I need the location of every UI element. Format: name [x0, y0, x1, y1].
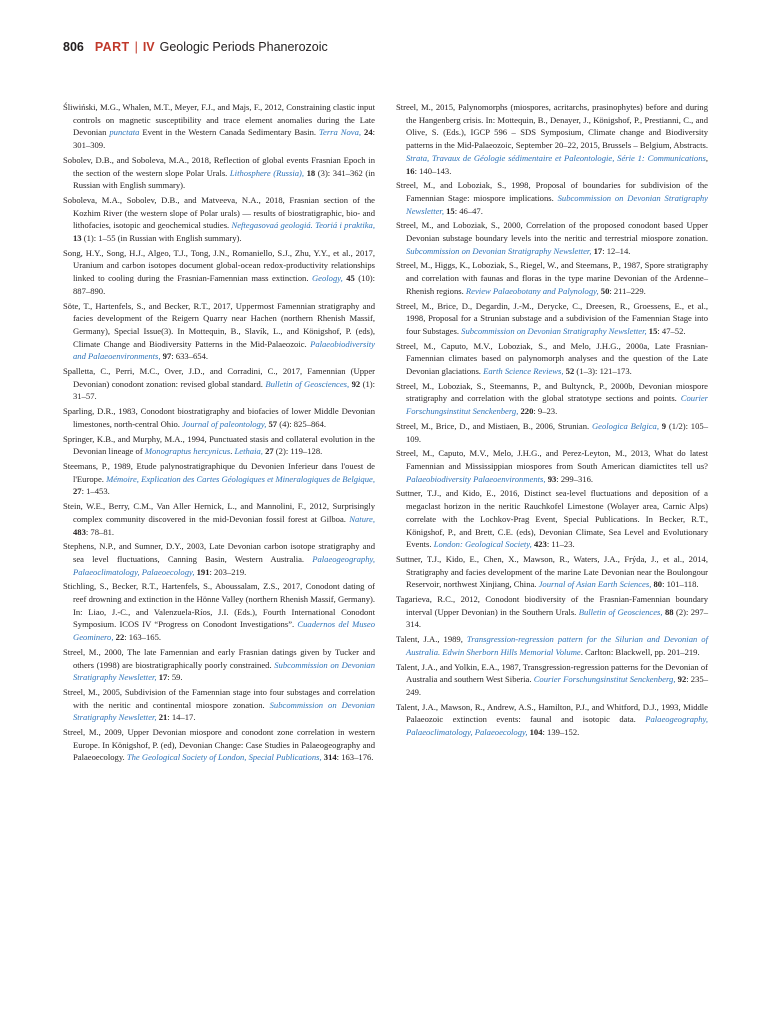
reference-punct: , — [111, 632, 116, 643]
volume-number: 191 — [196, 566, 210, 577]
reference-entry — [63, 300, 375, 364]
journal-link[interactable]: Subcommission on Devonian Stratigraphy Newsletter — [73, 699, 375, 723]
reference-punct: , — [264, 418, 269, 429]
volume-number: 17 — [593, 245, 603, 256]
reference-entry — [63, 540, 375, 578]
reference-text: Stephens, N.P., and Sumner, D.Y., 2003, Late Devonian carbon isotope stratigraphy and sea level fluctuations, Canning Basin, Western Australia. — [63, 541, 375, 564]
page-range: : 301–309. — [73, 127, 375, 151]
reference-entry — [396, 701, 708, 739]
journal-link[interactable]: Journal of paleontology — [182, 418, 265, 429]
journal-link[interactable]: Nature — [349, 513, 373, 524]
reference-entry — [63, 460, 375, 498]
page-range: : 46–47. — [454, 205, 483, 216]
reference-punct: , — [154, 712, 159, 723]
reference-text: Suttner, T.J., Kido, E., Chen, X., Mawson, R., Waters, J.A., Frýda, J., et al., 2014, Stratigraphy and facies development of the marine Late Devonian near the Boulongour Reservoir, northwest Xinjiang, China. — [396, 553, 708, 590]
reference-punct: , — [260, 446, 266, 457]
reference-text-cont: . — [230, 446, 235, 457]
reference-italic: punctata — [109, 127, 140, 138]
reference-punct: , — [372, 513, 375, 524]
reference-entry — [396, 661, 708, 699]
reference-punct: , — [525, 727, 530, 738]
journal-link[interactable]: Courier Forschungsinstitut Senckenberg — [533, 674, 674, 685]
reference-text: Streel, M., and Loboziak, S., 1998, Proposal of boundaries for subdivision of the Famennian Stage: miospore implications. — [396, 180, 708, 203]
reference-entry — [63, 194, 375, 245]
page-range: : 211–229. — [609, 285, 646, 296]
reference-text: Streel, M., Caputo, M.V., Melo, J.H.G., and Perez-Leyton, M., 2013, What do latest Famennian and Mississippian miospores from South American diamictites tell us? — [396, 448, 708, 471]
page-range: : 14–17. — [167, 712, 196, 723]
volume-number: 80 — [653, 579, 663, 590]
volume-number: 17 — [158, 672, 168, 683]
page-range: : 140–143. — [414, 165, 452, 176]
reference-entry — [396, 633, 708, 658]
reference-punct: , — [529, 539, 534, 550]
reference-text: Talent, J.A., and Yolkin, E.A., 1987, Transgression-regression patterns for the Devonian of Australia and southern West Siberia. — [396, 661, 708, 685]
journal-link[interactable]: Neftegasovaá geologiá. Teoriá i praktika — [231, 220, 373, 231]
reference-text: Sparling, D.R., 1983, Conodont biostratigraphy and biofacies of lower Middle Devonian limestones, north-central Ohio. — [63, 406, 375, 429]
journal-link[interactable]: Palaeogeography, Palaeoclimatology, Palaeoecology — [406, 714, 708, 738]
volume-number: 423 — [533, 539, 547, 550]
volume-number: 16 — [406, 165, 415, 176]
reference-entry — [63, 726, 375, 764]
volume-number: 104 — [529, 727, 543, 738]
reference-text: Streel, M., 2005, Subdivision of the Famennian stage into four substages and correlation with the neritic and continental miospore zonation. — [63, 686, 375, 710]
journal-link[interactable]: Palaeogeography, Palaeoclimatology, Palaeoecology — [73, 553, 375, 577]
reference-text: Streel, M., Loboziak, S., Steemanns, P., and Bultynck, P., 2000b, Devonian miospore stratigraphy and correlation with the global stratotype sections and points. — [396, 380, 708, 404]
volume-number: 93 — [547, 473, 557, 484]
journal-link[interactable]: Subcommission on Devonian Stratigraphy Newsletter — [406, 192, 708, 216]
reference-entry — [396, 179, 708, 217]
reference-entry — [63, 646, 375, 684]
page-range: (3): 341–362 (in Russian with English summary). — [73, 167, 375, 191]
reference-punct: , — [660, 606, 665, 617]
reference-entry — [63, 405, 375, 430]
reference-text: Talent, J.A., Mawson, R., Andrew, A.S., Hamilton, P.J., and Whitford, D.J., 1993, Middle Palaeozoic extinction events: faunal and isotopic data. — [396, 701, 708, 725]
reference-text: Streel, M., 2009, Upper Devonian miospore and conodont zone correlation in western Europe. In Königshof, P. (ed), Devonian Change: Case Studies in Palaeogeography and Palaeoecology. — [63, 727, 375, 763]
volume-number: 21 — [158, 712, 168, 723]
volume-number: 9 — [661, 420, 667, 431]
volume-number: 97 — [162, 351, 172, 362]
reference-text: Śliwiński, M.G., Whalen, M.T., Meyer, F.J., and Majs, F., 2012, Constraining clastic input controls on magnetic susceptibility and trace element anomalies during the Late Devonian — [63, 102, 375, 138]
reference-entry — [396, 219, 708, 257]
reference-punct: , — [372, 220, 375, 231]
reference-text: Streel, M., 2000, The late Famennian and early Frasnian datings given by Tucker and others (1998) are biostratigraphically poorly constrained. — [63, 646, 375, 670]
page-range: (1–3): 121–173. — [574, 366, 632, 377]
reference-punct: , — [516, 406, 521, 417]
reference-punct: , — [340, 273, 347, 284]
page-range: : 163–165. — [124, 632, 162, 643]
page-range: : 163–176. — [336, 752, 374, 763]
reference-text: Suttner, T.J., and Kido, E., 2016, Distinct sea-level fluctuations and deposition of a megaclast horizon in the neritic Rauchkofel Limestone (Wolayer area, Carnic Alps) correlate with the Lochkov-Prag Event, Special Publications. In Becker, R.T., Königshof, P., and Brett, C.E. (eds), Devonian Climate, Sea Level and Evolutionary Events. — [396, 488, 708, 550]
reference-punct: , — [441, 205, 447, 216]
page-range: : 47–52. — [657, 325, 686, 336]
reference-entry — [396, 593, 708, 631]
reference-text-cont: . Carlton: Blackwell, pp. 201–219. — [580, 646, 700, 657]
volume-number: 13 — [73, 233, 82, 244]
running-header — [63, 40, 328, 60]
reference-punct: , — [301, 167, 307, 178]
volume-number: 314 — [323, 752, 337, 763]
journal-link[interactable]: Earth Science Reviews — [483, 366, 562, 377]
reference-text: Stein, W.E., Berry, C.M., Van Aller Hernick, L., and Mannolini, F., 2012, Surprisingly complex community discovered in the mid-Devonian fossil forest at Gilboa. — [63, 501, 375, 524]
page-range: : 203–219. — [209, 566, 247, 577]
reference-punct: , — [596, 285, 601, 296]
volume-number: 220 — [520, 406, 534, 417]
page-range: : 9–23. — [533, 406, 558, 417]
reference-entry — [396, 340, 708, 378]
page-range: : 633–654. — [171, 351, 209, 362]
reference-entry — [63, 365, 375, 403]
reference-text: Streel, M., and Loboziak, S., 2000, Correlation of the proposed conodont based Upper Devonian substage boundary levels into the neritic and terrestrial miospore zonation. — [396, 220, 708, 244]
journal-link[interactable]: Bulletin of Geosciences — [265, 378, 348, 389]
reference-text: Streel, M., Higgs, K., Loboziak, S., Riegel, W., and Steemans, P., 1987, Spore stratigraphy and correlation with faunas and floras in the type marine Devonian of the Ardenne–Rhenish regions. — [396, 260, 708, 296]
reference-italic: Strata, Travaux de Géologie sédimentaire et Paleontologie, Série 1: Communications — [406, 152, 706, 163]
references-column-right — [396, 101, 708, 741]
reference-text: Springer, K.B., and Murphy, M.A., 1994, Punctuated stasis and collateral evolution in the Devonian lineage of — [63, 433, 375, 457]
reference-entry — [396, 380, 708, 418]
reference-text: Spalletta, C., Perri, M.C., Over, J.D., and Corradini, C., 2017, Famennian (Upper Devonian) conodont zonation: revised global standard. — [63, 366, 375, 389]
volume-number: 483 — [73, 526, 86, 537]
volume-number: 88 — [664, 606, 674, 617]
header-separator: | — [134, 40, 138, 54]
page-range: : 11–23. — [546, 539, 575, 550]
reference-punct: , — [347, 378, 352, 389]
page-range: : 78–81. — [85, 526, 115, 537]
reference-punct: , — [644, 325, 649, 336]
reference-text: Streel, M., Brice, D., and Mistiaen, B., 2006, Strunian. — [396, 420, 592, 431]
journal-link[interactable]: Lethaia — [234, 446, 261, 457]
reference-entry — [396, 300, 708, 338]
reference-entry — [396, 420, 708, 445]
volume-number: 15 — [446, 205, 455, 216]
page-range: (10): 887–890. — [73, 273, 376, 296]
page-range: : 101–118. — [662, 579, 699, 590]
reference-entry — [396, 553, 708, 591]
reference-entry — [63, 247, 375, 298]
journal-link[interactable]: Subcommission on Devonian Stratigraphy Newsletter — [461, 325, 645, 336]
page-range: : 139–152. — [542, 727, 580, 738]
volume-number: 45 — [346, 273, 355, 284]
volume-number: 27 — [265, 446, 274, 457]
volume-number: 52 — [565, 366, 575, 377]
reference-punct: , — [589, 245, 594, 256]
reference-text: Sobolev, D.B., and Soboleva, M.A., 2018, Reflection of global events Frasnian Epoch in the section of the western slope Polar Urals. — [63, 154, 375, 178]
reference-entry — [396, 101, 708, 177]
volume-number: 57 — [268, 418, 278, 429]
reference-entry — [63, 500, 375, 538]
reference-punct: , — [358, 127, 365, 138]
journal-link[interactable]: Palaeobiodiversity Palaeoenvironments — [406, 473, 544, 484]
reference-text: Tagarieva, R.C., 2012, Conodont biodiversity of the Frasnian-Famennian boundary interval (Upper Devonian) in the Southern Urals. — [396, 594, 708, 617]
journal-link[interactable]: Review Palaeobotany and Palynology — [465, 285, 597, 296]
reference-text: Stichling, S., Becker, R.T., Hartenfels, S., Aboussalam, Z.S., 2017, Conodont dating of reef drowning and extinction in the Hönne Valley (northern Rhenish Massif, Germany). In: Liao, J.-C., and Valenzuela-Ríos, J.I. (Eds.), Fourth International Conodont Symposium. ICOS IV “Progress on Conodont Investigations”. — [63, 581, 375, 630]
part-number: IV — [142, 40, 155, 54]
part-label: PART — [94, 40, 130, 54]
journal-link[interactable]: Courier Forschungsinstitut Senckenberg — [406, 393, 708, 417]
page-range: : 235–249. — [406, 674, 708, 697]
journal-link[interactable]: Lithosphere (Russia) — [229, 167, 302, 178]
page-range: (1): 1–55 (in Russian with English summary). — [81, 233, 242, 244]
page-range: : 1–453. — [81, 486, 110, 497]
reference-entry — [396, 447, 708, 485]
reference-punct: , — [319, 752, 324, 763]
reference-entry — [63, 580, 375, 644]
journal-link[interactable]: Geologica Belgica — [591, 420, 657, 431]
volume-number: 27 — [73, 486, 82, 497]
reference-text: Talent, J.A., 1989, — [396, 634, 467, 645]
reference-entry — [63, 101, 375, 152]
reference-entry — [63, 154, 375, 192]
journal-link[interactable]: Subcommission on Devonian Stratigraphy Newsletter — [73, 659, 375, 683]
reference-punct: , — [656, 420, 662, 431]
page-range: : 12–14. — [602, 245, 631, 256]
reference-text: Streel, M., 2015, Palynomorphs (miospores, acritarchs, prasinophytes) before and during the Hangenberg crisis. In: Mottequin, B., Denayer, J., Königshof, P., Prestianni, C., and Olive, S. (Eds.), IGCP 596 – SDS Symposium, Climate change and Biodiversity patterns in the Mid-Palaeozoic, September 20–22, 2015, Brussels – Belgium, Abstracts. — [396, 102, 708, 151]
reference-text: Streel, M., Brice, D., Degardin, J.-M., Derycke, C., Dreesen, R., Groessens, E., et al., 1998, Proposal for a Strunian substage and a subdivision of the Famennian Stage into four Substages. — [396, 300, 708, 336]
journal-link[interactable]: Mémoire, Explication des Cartes Géologiques et Mineralogiques de Belgique — [106, 473, 373, 484]
reference-entry — [63, 433, 375, 458]
volume-number: 18 — [306, 167, 316, 178]
reference-punct: , — [543, 473, 548, 484]
reference-punct: , — [561, 366, 566, 377]
reference-text: Söte, T., Hartenfels, S., and Becker, R.T., 2017, Uppermost Famennian stratigraphy and facies development of the Reigern Quarry near Hachen (northern Rhenish Massif, Germany), Special Issue(3). In Mottequin, B., Slavík, L., and Königshof, P. (eds), Climate Change and Biodiversity Patterns in the Mid-Palaeozoic. — [63, 300, 375, 349]
volume-number: 15 — [648, 325, 658, 336]
volume-number: 24 — [364, 127, 373, 138]
journal-link[interactable]: The Geological Society of London, Special Publications — [126, 752, 320, 763]
page-range: (2): 297–314. — [406, 606, 708, 630]
journal-link[interactable]: Bulletin of Geosciences — [578, 606, 661, 617]
volume-number: 92 — [677, 674, 687, 685]
page-range: (1): 31–57. — [73, 378, 376, 402]
reference-punct: , — [158, 351, 163, 362]
journal-link[interactable]: Journal of Asian Earth Sciences — [538, 579, 650, 590]
reference-text: Soboleva, M.A., Sobolev, D.B., and Matveeva, N.A., 2018, Frasnian section of the Kozhim River (the western slope of Polar urals) — results of biostratigraphic, bio- and lithofacies, isotopic and geochemical studies. — [63, 194, 375, 231]
references-column-left — [63, 101, 375, 766]
reference-punct: , — [673, 674, 678, 685]
reference-punct: , — [649, 579, 654, 590]
reference-entry — [396, 259, 708, 297]
reference-text: Song, H.Y., Song, H.J., Algeo, T.J., Tong, J.N., Romaniello, S.J., Zhu, Y.Y., et al., 2017, Uranium and carbon isotopes document global-ocean redox-productivity relationships linked to cooling during the Frasnian-Famennian mass extinction. — [63, 247, 375, 284]
journal-link[interactable]: Palaeobiodiversity and Palaeoenvironments — [73, 338, 375, 362]
page-range: : 59. — [167, 672, 183, 683]
journal-link[interactable]: Subcommission on Devonian Stratigraphy Newsletter — [406, 245, 590, 256]
reference-punct: , — [372, 473, 375, 484]
reference-text: Steemans, P., 1989, Etude palynostratigraphique du Devonien Inferieur dans l'ouest de l'Europe. — [63, 460, 375, 484]
page-range: (4): 825–864. — [277, 418, 327, 429]
reference-text-cont: Event in the Western Canada Sedimentary Basin. — [139, 127, 320, 138]
reference-text: Streel, M., Caputo, M.V., Loboziak, S., and Melo, J.H.G., 2000a, Late Frasnian-Famennian climates based on palynomorph analyses and the question of the Late Devonian glaciations. — [396, 340, 708, 377]
journal-link[interactable]: Terra Nova — [319, 127, 359, 138]
journal-link[interactable]: London: Geological Society — [433, 539, 530, 550]
volume-number: 50 — [600, 285, 610, 296]
volume-number: 22 — [115, 632, 125, 643]
page-number: 806 — [63, 40, 84, 54]
reference-italic: Monograptus hercynicus — [144, 446, 231, 457]
reference-punct: , — [154, 672, 159, 683]
page-range: : 299–316. — [556, 473, 594, 484]
running-title: Geologic Periods Phanerozoic — [159, 40, 328, 54]
page-range: (1/2): 105–109. — [406, 420, 708, 444]
volume-number: 92 — [351, 378, 361, 389]
reference-punct: , — [192, 566, 197, 577]
page-range: (2): 119–128. — [273, 446, 323, 457]
journal-link[interactable]: Cuadernos del Museo Geominero — [73, 619, 375, 643]
reference-entry — [63, 686, 375, 724]
journal-link[interactable]: Geology — [311, 273, 341, 284]
reference-italic: Transgression-regression pattern for the Silurian and Devonian of Australia. Edwin Sherborn Hills Memorial Volume — [406, 634, 708, 657]
reference-entry — [396, 487, 708, 551]
reference-text-cont: , — [705, 152, 708, 163]
